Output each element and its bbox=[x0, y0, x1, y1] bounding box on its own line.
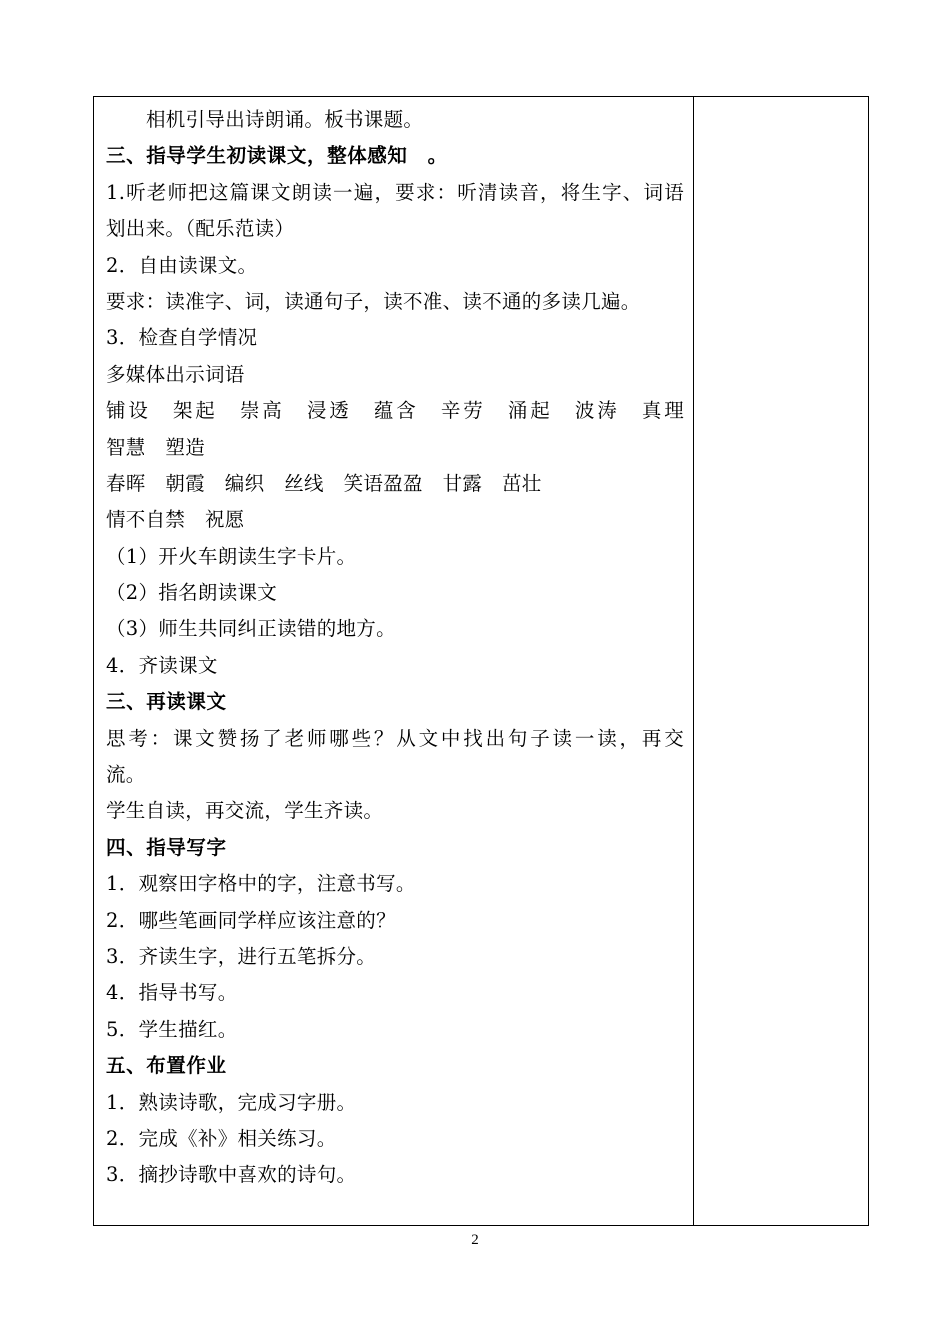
section-heading: 三、再读课文 bbox=[106, 690, 227, 714]
lesson-line: 流。 bbox=[106, 763, 146, 787]
lesson-line: 2．自由读课文。 bbox=[106, 253, 258, 277]
lesson-content-cell bbox=[106, 102, 690, 1194]
lesson-line: 情不自禁 祝愿 bbox=[106, 508, 245, 532]
lesson-line: 2．哪些笔画同学样应该注意的？ bbox=[106, 908, 396, 932]
lesson-line: 5．学生描红。 bbox=[106, 1017, 238, 1041]
section-heading: 三、指导学生初读课文，整体感知 。 bbox=[106, 144, 448, 168]
lesson-line: 春晖 朝霞 编织 丝线 笑语盈盈 甘露 茁壮 bbox=[106, 471, 542, 495]
lesson-line: （2）指名朗读课文 bbox=[106, 581, 278, 605]
page-number: 2 bbox=[471, 1232, 479, 1248]
lesson-line: 思考：课文赞扬了老师哪些？从文中找出句子读一读，再交 bbox=[106, 726, 684, 750]
lesson-line: 3．齐读生字，进行五笔拆分。 bbox=[106, 944, 377, 968]
section-heading: 五、布置作业 bbox=[106, 1054, 227, 1078]
section-heading: 四、指导写字 bbox=[106, 835, 227, 859]
column-divider bbox=[693, 97, 694, 1225]
lesson-line: 要求：读准字、词，读通句子，读不准、读不通的多读几遍。 bbox=[106, 289, 641, 313]
lesson-line: 4．齐读课文 bbox=[106, 653, 218, 677]
lesson-line: 多媒体出示词语 bbox=[106, 362, 245, 386]
lesson-line: （1）开火车朗读生字卡片。 bbox=[106, 544, 357, 568]
lesson-line: 相机引导出诗朗诵。板书课题。 bbox=[146, 108, 424, 131]
notes-column-cell bbox=[696, 97, 868, 1225]
lesson-plan-table bbox=[93, 96, 869, 1226]
lesson-line: 智慧 塑造 bbox=[106, 435, 206, 459]
lesson-line: 3．检查自学情况 bbox=[106, 326, 258, 350]
lesson-line: 2．完成《补》相关练习。 bbox=[106, 1126, 337, 1150]
lesson-line: 1.听老师把这篇课文朗读一遍，要求：听清读音，将生字、词语 bbox=[106, 180, 684, 204]
lesson-line: 铺设 架起 崇高 浸透 蕴含 辛劳 涌起 波涛 真理 bbox=[106, 399, 684, 423]
lesson-line: 4．指导书写。 bbox=[106, 981, 238, 1005]
lesson-line: 3．摘抄诗歌中喜欢的诗句。 bbox=[106, 1163, 357, 1187]
lesson-line: 划出来。（配乐范读） bbox=[106, 217, 295, 241]
lesson-line: 1．熟读诗歌，完成习字册。 bbox=[106, 1090, 357, 1114]
lesson-line: 学生自读，再交流，学生齐读。 bbox=[106, 799, 384, 823]
lesson-line: 1．观察田字格中的字，注意书写。 bbox=[106, 872, 416, 896]
lesson-line: （3）师生共同纠正读错的地方。 bbox=[106, 617, 396, 641]
